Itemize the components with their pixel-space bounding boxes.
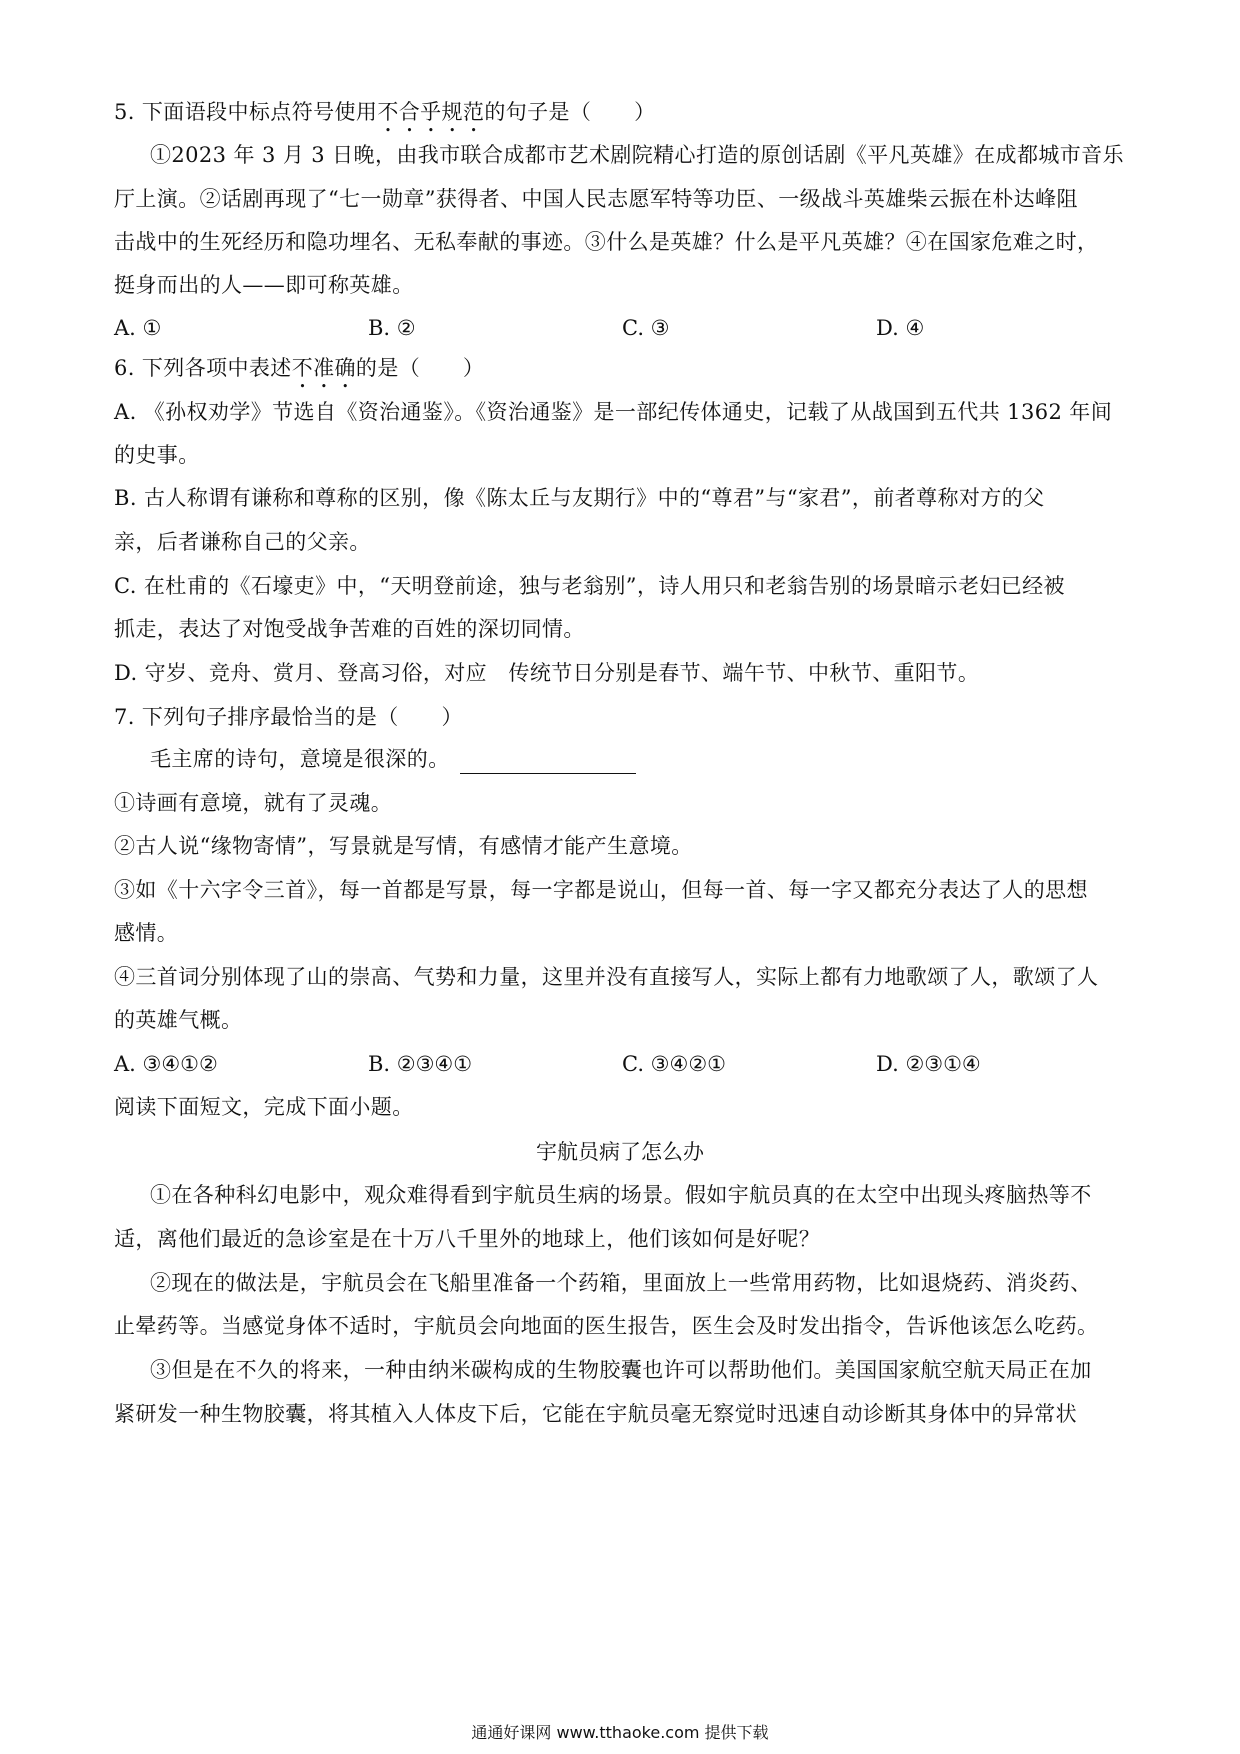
q6-option-b-line[interactable]: 亲，后者谦称自己的父亲。 [114, 530, 371, 554]
q7-option-d[interactable]: D. ②③①④ [876, 1052, 981, 1076]
q6-option-a-line[interactable]: A. 《孙权劝学》节选自《资治通鉴》。《资治通鉴》是一部纪传体通史，记载了从战国到五代共 1362 年间 [114, 400, 1113, 424]
q5-stem-suffix: 的句子是（ ） [484, 100, 656, 124]
q7-option-b[interactable]: B. ②③④① [368, 1052, 473, 1076]
q7-sentence: ③如《十六字令三首》，每一首都是写景，每一字都是说山，但每一首、每一字又都充分表达了人的思想 [114, 878, 1088, 902]
q7-sentence: 感情。 [114, 921, 179, 945]
reading-paragraph-line: ③但是在不久的将来，一种由纳米碳构成的生物胶囊也许可以帮助他们。美国国家航空航天局正在加 [150, 1358, 1092, 1382]
q6-option-c-line[interactable]: 抓走，表达了对饱受战争苦难的百姓的深切同情。 [114, 617, 585, 641]
q7-stem: 7. 下列句子排序最恰当的是（ ） [114, 705, 463, 729]
reading-title: 宇航员病了怎么办 [536, 1140, 704, 1164]
q5-option-d[interactable]: D. ④ [876, 316, 925, 340]
reading-paragraph-line: ①在各种科幻电影中，观众难得看到宇航员生病的场景。假如宇航员真的在太空中出现头疼脑热等不 [150, 1183, 1092, 1207]
q7-sentence: ②古人说“缘物寄情”，写景就是写情，有感情才能产生意境。 [114, 834, 693, 858]
q7-sentence: ④三首词分别体现了山的崇高、气势和力量，这里并没有直接写人，实际上都有力地歌颂了人，歌颂了人 [114, 965, 1099, 989]
reading-instruction: 阅读下面短文，完成下面小题。 [114, 1095, 414, 1119]
q7-sentence: ①诗画有意境，就有了灵魂。 [114, 791, 393, 815]
q6-stem-emphasis: 不准确 [291, 356, 356, 380]
q6-option-b-line[interactable]: B. 古人称谓有谦称和尊称的区别，像《陈太丘与友期行》中的“尊君”与“家君”，前者尊称对方的父 [114, 486, 1045, 510]
q7-options [114, 1049, 1134, 1079]
q5-option-b[interactable]: B. ② [368, 316, 416, 340]
q6-option-c-line[interactable]: C. 在杜甫的《石壕吏》中，“天明登前途，独与老翁别”，诗人用只和老翁告别的场景暗示老妇已经被 [114, 574, 1065, 598]
q7-answer-blank[interactable] [460, 753, 636, 774]
q6-option-d-line[interactable]: D. 守岁、竞舟、赏月、登高习俗，对应 传统节日分别是春节、端午节、中秋节、重阳节。 [114, 661, 980, 685]
q5-passage-line: ①2023 年 3 月 3 日晚，由我市联合成都市艺术剧院精心打造的原创话剧《平凡英雄》在成都城市音乐 [150, 143, 1124, 167]
q5-stem-prefix: 5. 下面语段中标点符号使用 [114, 100, 378, 124]
q6-stem-prefix: 6. 下列各项中表述 [114, 356, 292, 380]
q6-option-a-line[interactable]: 的史事。 [114, 443, 200, 467]
q7-lead [150, 744, 1140, 774]
q5-option-c[interactable]: C. ③ [622, 316, 670, 340]
q5-stem-emphasis: 不合乎规范 [377, 100, 485, 124]
reading-paragraph-line: 止晕药等。当感觉身体不适时，宇航员会向地面的医生报告，医生会及时发出指令，告诉他该怎么吃药。 [114, 1314, 1099, 1338]
q5-options [114, 313, 1134, 343]
reading-paragraph-line: ②现在的做法是，宇航员会在飞船里准备一个药箱，里面放上一些常用药物，比如退烧药、消炎药、 [150, 1271, 1092, 1295]
page-footer: 通通好课网 www.tthaoke.com 提供下载 [471, 1723, 769, 1742]
q7-option-c[interactable]: C. ③④②① [622, 1052, 726, 1076]
q5-passage-line: 挺身而出的人——即可称英雄。 [114, 273, 414, 297]
q7-lead-text: 毛主席的诗句，意境是很深的。 [150, 747, 450, 771]
q5-passage-line: 厅上演。②话剧再现了“七一勋章”获得者、中国人民志愿军特等功臣、一级战斗英雄柴云振在朴达峰阻 [114, 187, 1078, 211]
q6-stem [114, 353, 1134, 393]
q5-passage-line: 击战中的生死经历和隐功埋名、无私奉献的事迹。③什么是英雄？什么是平凡英雄？④在国家危难之时， [114, 230, 1099, 254]
reading-paragraph-line: 紧研发一种生物胶囊，将其植入人体皮下后，它能在宇航员毫无察觉时迅速自动诊断其身体中的异常状 [114, 1402, 1077, 1426]
q7-sentence: 的英雄气概。 [114, 1008, 243, 1032]
q7-option-a[interactable]: A. ③④①② [114, 1052, 218, 1076]
q5-stem [114, 97, 1134, 137]
reading-paragraph-line: 适，离他们最近的急诊室是在十万八千里外的地球上，他们该如何是好呢？ [114, 1227, 821, 1251]
q5-option-a[interactable]: A. ① [114, 316, 162, 340]
q6-stem-suffix: 的是（ ） [355, 356, 485, 380]
